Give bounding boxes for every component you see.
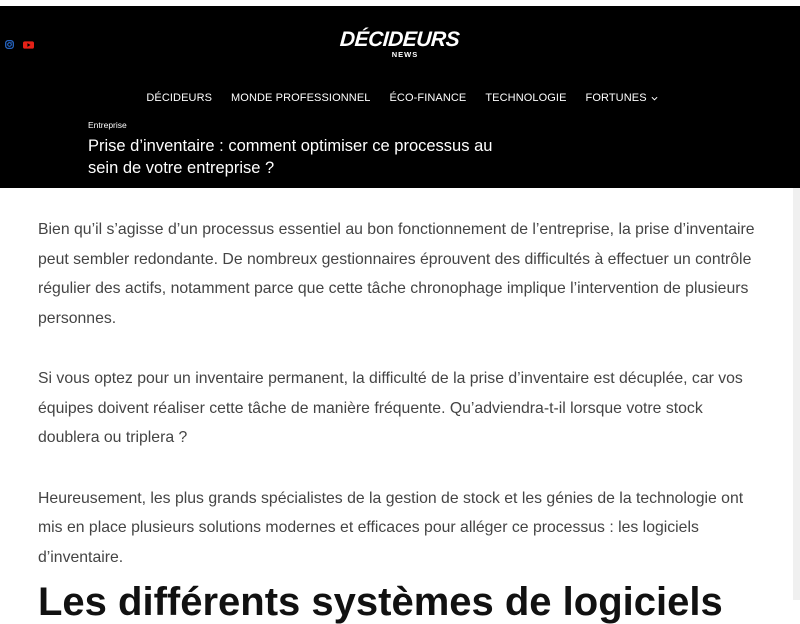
- scrollbar-track[interactable]: [793, 188, 800, 600]
- nav-item-label: DÉCIDEURS: [146, 92, 213, 104]
- nav-item-monde-professionnel[interactable]: [231, 92, 370, 104]
- nav-item-decideurs[interactable]: [146, 92, 212, 104]
- article-paragraph-3: Heureusement, les plus grands spécialistes de la gestion de stock et les génies de la technologie ont mis en place plusieurs solutions modernes et efficaces pour alléger ce processus : les logiciels d’inventaire.: [38, 489, 744, 566]
- main-navigation: [0, 92, 800, 104]
- nav-item-technologie[interactable]: [485, 92, 566, 104]
- article-paragraph-1: Bien qu’il s’agisse d’un processus essentiel au bon fonctionnement de l’entreprise, la prise d’inventaire peut sembler redondante. De nombreux gestionnaires éprouvent des difficultés à effectuer un contrôle régulier des actifs, notamment parce que cette tâche chronophage implique l’intervention de plusieurs personnes.: [38, 221, 755, 327]
- site-header: [0, 6, 800, 188]
- site-logo[interactable]: [0, 29, 800, 59]
- article-subheading: Les différents systèmes de logiciels: [38, 580, 723, 624]
- article-body: [38, 215, 758, 603]
- logo-sub-text: NEWS: [391, 50, 419, 59]
- nav-item-label: TECHNOLOGIE: [485, 92, 567, 104]
- article-paragraph-2: Si vous optez pour un inventaire permanent, la difficulté de la prise d’inventaire est décuplée, car vos équipes doivent réaliser cette tâche de manière fréquente. Qu’adviendra-t-il lorsque votre stock doublera ou triplera ?: [38, 370, 743, 446]
- nav-item-label: MONDE PROFESSIONNEL: [231, 92, 371, 104]
- article-category[interactable]: Entreprise: [88, 120, 127, 130]
- nav-item-eco-finance[interactable]: [389, 92, 466, 104]
- article-title: Prise d’inventaire : comment optimiser ce processus au sein de votre entreprise ?: [88, 137, 493, 177]
- logo-main-text: DÉCIDEURS: [339, 28, 461, 51]
- nav-item-label: FORTUNES: [585, 92, 647, 104]
- chevron-down-icon: [651, 96, 658, 101]
- nav-item-label: ÉCO-FINANCE: [389, 92, 467, 104]
- nav-item-fortunes[interactable]: [586, 92, 658, 104]
